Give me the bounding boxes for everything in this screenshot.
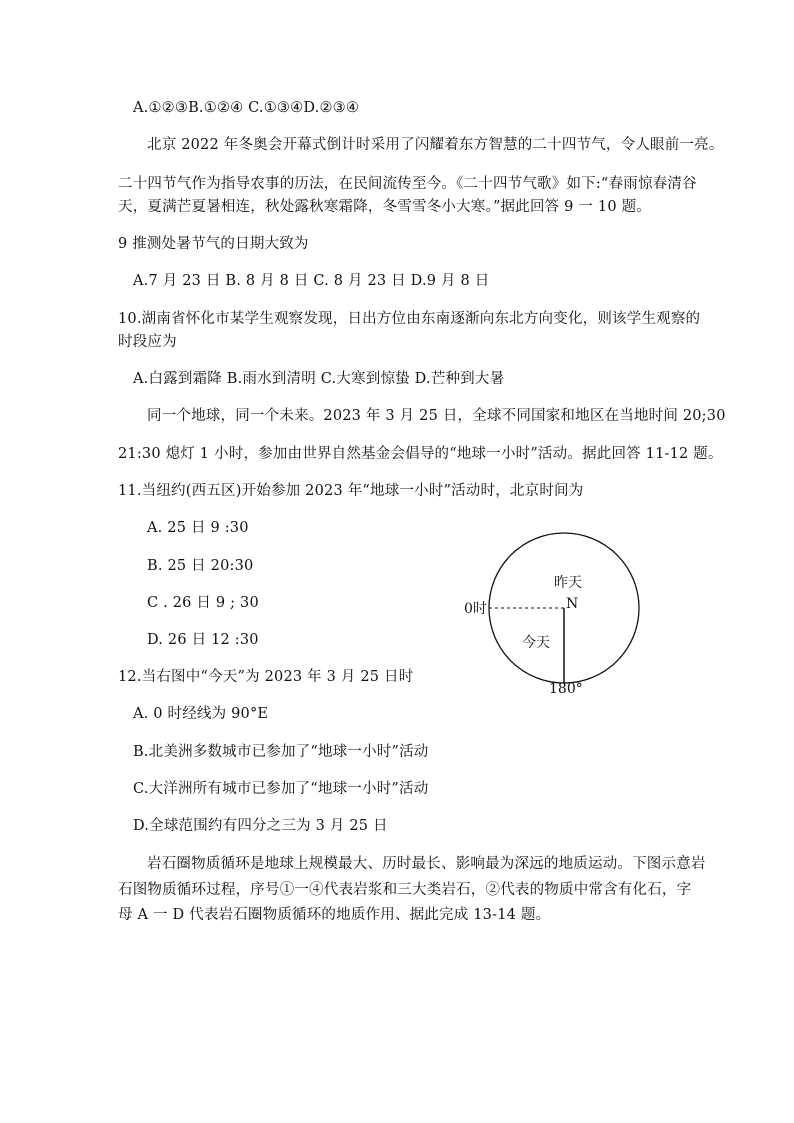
intro-paragraph-line2: 二十四节气作为指导农事的历法，在民间流传至今。《二十四节气歌》如下:“春雨惊春清谷 bbox=[118, 176, 697, 192]
q11-option-d: D. 26 日 12 :30 bbox=[147, 632, 259, 648]
q11-option-c: C . 26 日 9 ; 30 bbox=[147, 595, 259, 611]
q11-option-b: B. 25 日 20:30 bbox=[147, 558, 254, 574]
intro-paragraph-line1: 北京 2022 年冬奥会开幕式倒计时采用了闪耀着东方智慧的二十四节气，令人眼前一亮。 bbox=[147, 137, 724, 153]
rock-cycle-paragraph-line1: 岩石圈物质循环是地球上规模最大、历时最长、影响最为深远的地质运动。下图示意岩 bbox=[147, 856, 706, 872]
label-zero-hour: 0时 bbox=[464, 601, 487, 617]
q12-option-a: A. 0 时经线为 90°E bbox=[133, 706, 269, 722]
earth-hour-paragraph-line2: 21:30 熄灯 1 小时，参加由世界自然基金会倡导的“地球一小时”活动。据此回答 11-12 题。 bbox=[118, 446, 723, 462]
intro-paragraph-line3: 天，夏满芒夏暑相连，秋处露秋寒霜降，冬雪雪冬小大寒。”据此回答 9 一 10 题。 bbox=[118, 199, 651, 215]
q12-stem: 12.当右图中“今天”为 2023 年 3 月 25 日时 bbox=[118, 669, 414, 685]
q12-option-d: D.全球范围约有四分之三为 3 月 25 日 bbox=[133, 818, 388, 834]
q10-stem-line1: 10.湖南省怀化市某学生观察发现，日出方位由东南逐渐向东北方向变化，则该学生观察的 bbox=[118, 311, 701, 327]
label-north-pole: N bbox=[566, 596, 579, 612]
q11-option-a: A. 25 日 9 :30 bbox=[147, 520, 249, 536]
earth-hour-paragraph-line1: 同一个地球，同一个未来。2023 年 3 月 25 日，全球不同国家和地区在当地时间 20;30 bbox=[147, 408, 726, 424]
rock-cycle-paragraph-line2: 石图物质循环过程，序号①一④代表岩浆和三大类岩石，②代表的物质中常含有化石，字 bbox=[118, 882, 692, 898]
label-yesterday: 昨天 bbox=[554, 575, 582, 591]
label-180-degrees: 180° bbox=[549, 681, 583, 697]
date-line-diagram bbox=[462, 530, 652, 700]
label-today: 今天 bbox=[522, 635, 550, 651]
q10-stem-line2: 时段应为 bbox=[118, 334, 177, 350]
rock-cycle-paragraph-line3: 母 A 一 D 代表岩石圈物质循环的地质作用、据此完成 13-14 题。 bbox=[118, 907, 551, 923]
q11-stem: 11.当纽约(西五区)开始参加 2023 年“地球一小时”活动时，北京时间为 bbox=[118, 483, 584, 499]
q9-options: A.7 月 23 日 B. 8 月 8 日 C. 8 月 23 日 D.9 月 8 日 bbox=[133, 273, 490, 289]
q9-stem: 9 推测处暑节气的日期大致为 bbox=[118, 236, 309, 252]
q12-option-b: B.北美洲多数城市已参加了“地球一小时”活动 bbox=[133, 744, 429, 760]
q10-options: A.白露到霜降 B.雨水到清明 C.大寒到惊蛰 D.芒种到大暑 bbox=[133, 371, 505, 387]
date-line-diagram-svg bbox=[462, 530, 652, 700]
q8-options: A.①②③B.①②④ C.①③④D.②③④ bbox=[133, 100, 360, 116]
q12-option-c: C.大洋洲所有城市已参加了“地球一小时”活动 bbox=[133, 781, 429, 797]
